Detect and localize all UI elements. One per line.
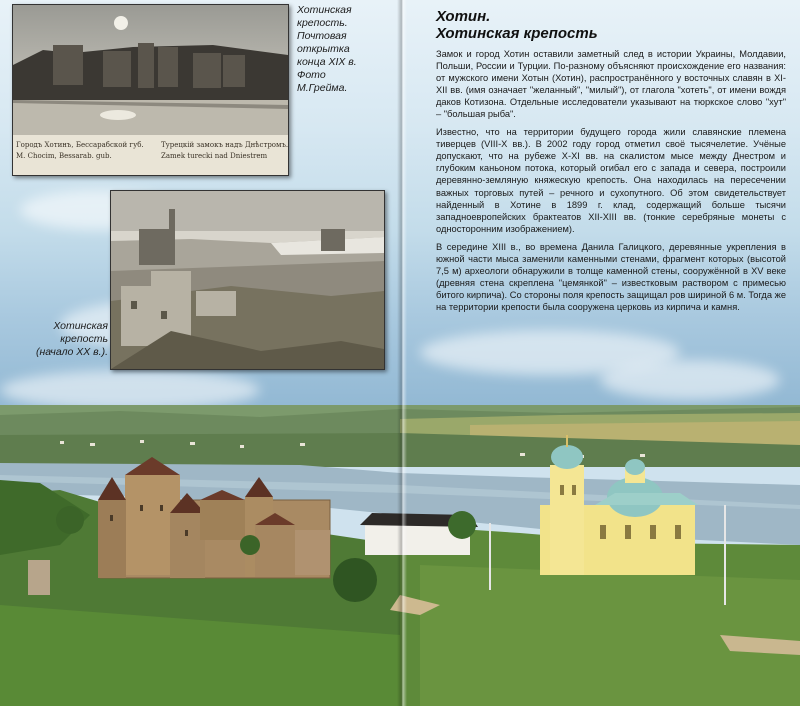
postcard-print-right-2: Zamek turecki nad Dniestrem [161, 152, 268, 160]
title-line-2: Хотинская крепость [436, 25, 598, 42]
article-body [436, 48, 786, 319]
postcard-photo [12, 4, 289, 176]
paragraph-1: Замок и город Хотин оставили заметный след в истории Украины, Молдавии, Польши, России и Турции. По-разному объясняют происхождение его названия: от мужского имени Хотын (Хотин), распространённого у восточных славян в XI-XII вв. (имя означает "желанный", "милый"), от глагола "хотеть", от имени вождя даков Котизона. Отдельные исследователи указывают на тюркское слово "хут" – "большая рыба". [436, 49, 786, 120]
paragraph-3: В середине XIII в., во времена Данила Галицкого, деревянные укрепления в южной части мыса заменили каменными стенами, фрагмент которых (высотой 7,5 м) археологи обнаружили в толще каменной стены, сооружённой в XV веке (древняя стена скреплена "цемянкой" – известковым раствором с примесью битого кирпича). Со стороны поля крепость защищал ров шириной 6 м. Тогда же на территории крепости была сооружена церковь из кирпича и камня. [436, 241, 786, 312]
postcard-fortress-image [13, 5, 288, 135]
paragraph-2: Известно, что на территории будущего города жили славянские племена тиверцев (VIII-X вв.). В 2002 году город отметил своё тысячелетие. Учёные допускают, что на рубеже X-XI вв. на скалистом мысе между Днестром и глубоким каньоном потока, который огибал его с запада и севера, построили деревянно-земляную княжескую крепость. Она находилась на пересечении важных торговых путей – речного и сухопутного. Об этом свидетельствует найденный в Хотине в 1899 г. клад, содержащий больше тысячи западноевропейских брактеатов XII-XIII вв. (тонкие серебряные монеты с односторонним изображением). [436, 127, 786, 234]
postcard-print-left-2: M. Chocim, Bessarab. gub. [16, 152, 112, 160]
postcard-print-right-1: Турецкій замокъ надъ Днѣстромъ. [161, 141, 289, 149]
page-title [436, 8, 598, 42]
ruins-image [111, 191, 384, 369]
postcard-print-left-1: Городъ Хотинъ, Бессарабской губ. [16, 141, 144, 149]
early-20th-century-photo [110, 190, 385, 370]
title-line-1: Хотин. [436, 8, 491, 25]
page-gutter [397, 0, 407, 706]
postcard-caption: Хотинская крепость. Почтовая открытка конца XIX в. Фото М.Грейма. [297, 4, 357, 94]
early-20th-century-caption: Хотинская крепость (начало XX в.). [36, 320, 108, 358]
